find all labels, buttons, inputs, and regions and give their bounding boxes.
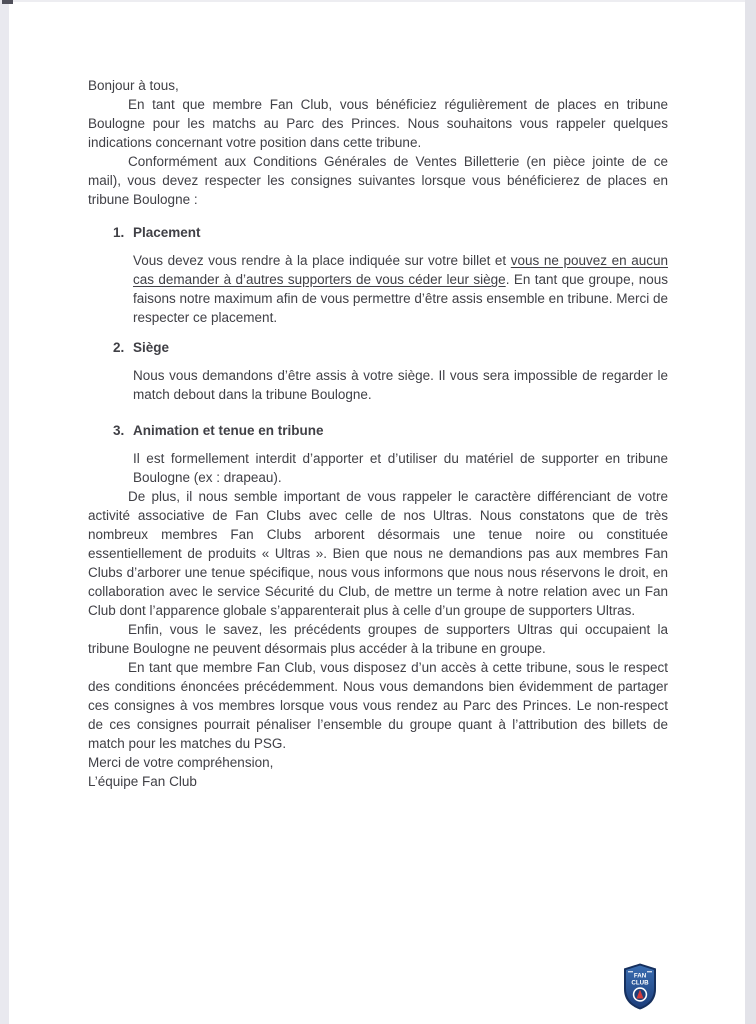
entant-paragraph: En tant que membre Fan Club, vous disposez d’un accès à cette tribune, sous le respect des conditions énoncées précédemment. Nous vous demandons bien évidemment de partager ces consignes à vos membres lorsque vous vous rendez au Parc des Princes. Le non-respect de ces consignes pourrait pénaliser l’ensemble du groupe quant à l’attribution des billets de match pour les matches du PSG. [88,660,668,751]
rule-siege-body: Nous vous demandons d’être assis à votre siège. Il vous sera impossible de regarder le match debout dans la tribune Boulogne. [133,368,668,402]
rule-animation-body: Il est formellement interdit d’apporter et d’utiliser du matériel de supporter en tribune Boulogne (ex : drapeau). [133,451,668,485]
closing-line: Merci de votre compréhension, [88,755,274,770]
photo-right-edge [745,0,756,1024]
signature-line: L’équipe Fan Club [88,774,197,789]
rule-number: 1. [113,225,125,240]
greeting: Bonjour à tous, [88,78,179,93]
rule-animation [88,421,668,487]
photo-corner-notch [2,0,13,4]
rule-title: Placement [133,225,201,240]
intro-paragraph: En tant que membre Fan Club, vous bénéficiez régulièrement de places en tribune Boulogne pour les matchs au Parc des Princes. Nous souhaitons vous rappeler quelques indications concernant votre position dans cette tribune. [88,97,668,150]
rule-placement-body-before: Vous devez vous rendre à la place indiquée sur votre billet et [133,253,511,268]
rule-number: 3. [113,423,125,438]
rule-siege [88,338,668,404]
rules-list [88,223,668,487]
enfin-paragraph: Enfin, vous le savez, les précédents groupes de supporters Ultras qui occupaient la tribune Boulogne ne peuvent désormais plus accéder à la tribune en groupe. [88,622,668,656]
conditions-paragraph: Conformément aux Conditions Générales de Ventes Billetterie (en pièce jointe de ce mail), vous devez respecter les consignes suivantes lorsque vous bénéficierez de places en tribune Boulogne : [88,154,668,207]
rule-placement [88,223,668,327]
letter-page [88,76,668,791]
badge-text-fan: FAN [633,972,647,980]
badge-text-club: CLUB [631,979,649,987]
rule-siege-heading [113,338,668,357]
rule-title: Siège [133,340,170,355]
rule-number: 2. [113,340,125,355]
photo-left-edge [0,0,9,1024]
fan-club-shield-icon [623,963,657,1010]
photo-top-edge [0,0,756,2]
rule-animation-heading [113,421,668,440]
rule-placement-body-underlined: vous ne pouvez en aucun cas demander à d’autres supporters de vous céder leur siège [133,253,668,287]
deplus-paragraph: De plus, il nous semble important de vous rappeler le caractère différenciant de votre activité associative de Fan Clubs avec celle de nos Ultras. Nous constatons que de très nombreux membres Fan Clubs arborent désormais une tenue noire ou constituée essentiellement de produits « Ultras ». Bien que nous ne demandions pas aux membres Fan Clubs d’arborer une tenue spécifique, nous vous informons que nous nous réservons le droit, en collaboration avec le service Sécurité du Club, de mettre un terme à notre relation avec un Fan Club dont l’apparence globale s’apparenterait plus à celle d’un groupe de supporters Ultras. [88,489,668,618]
rule-title: Animation et tenue en tribune [133,423,324,438]
rule-placement-heading [113,223,668,242]
rule-placement-body [133,251,668,327]
fan-club-badge [623,963,657,1010]
rule-placement-body-after: . En tant que groupe, nous faisons notre maximum afin de vous permettre d’être assis ensemble en tribune. Merci de respecter ce placement. [133,272,668,325]
